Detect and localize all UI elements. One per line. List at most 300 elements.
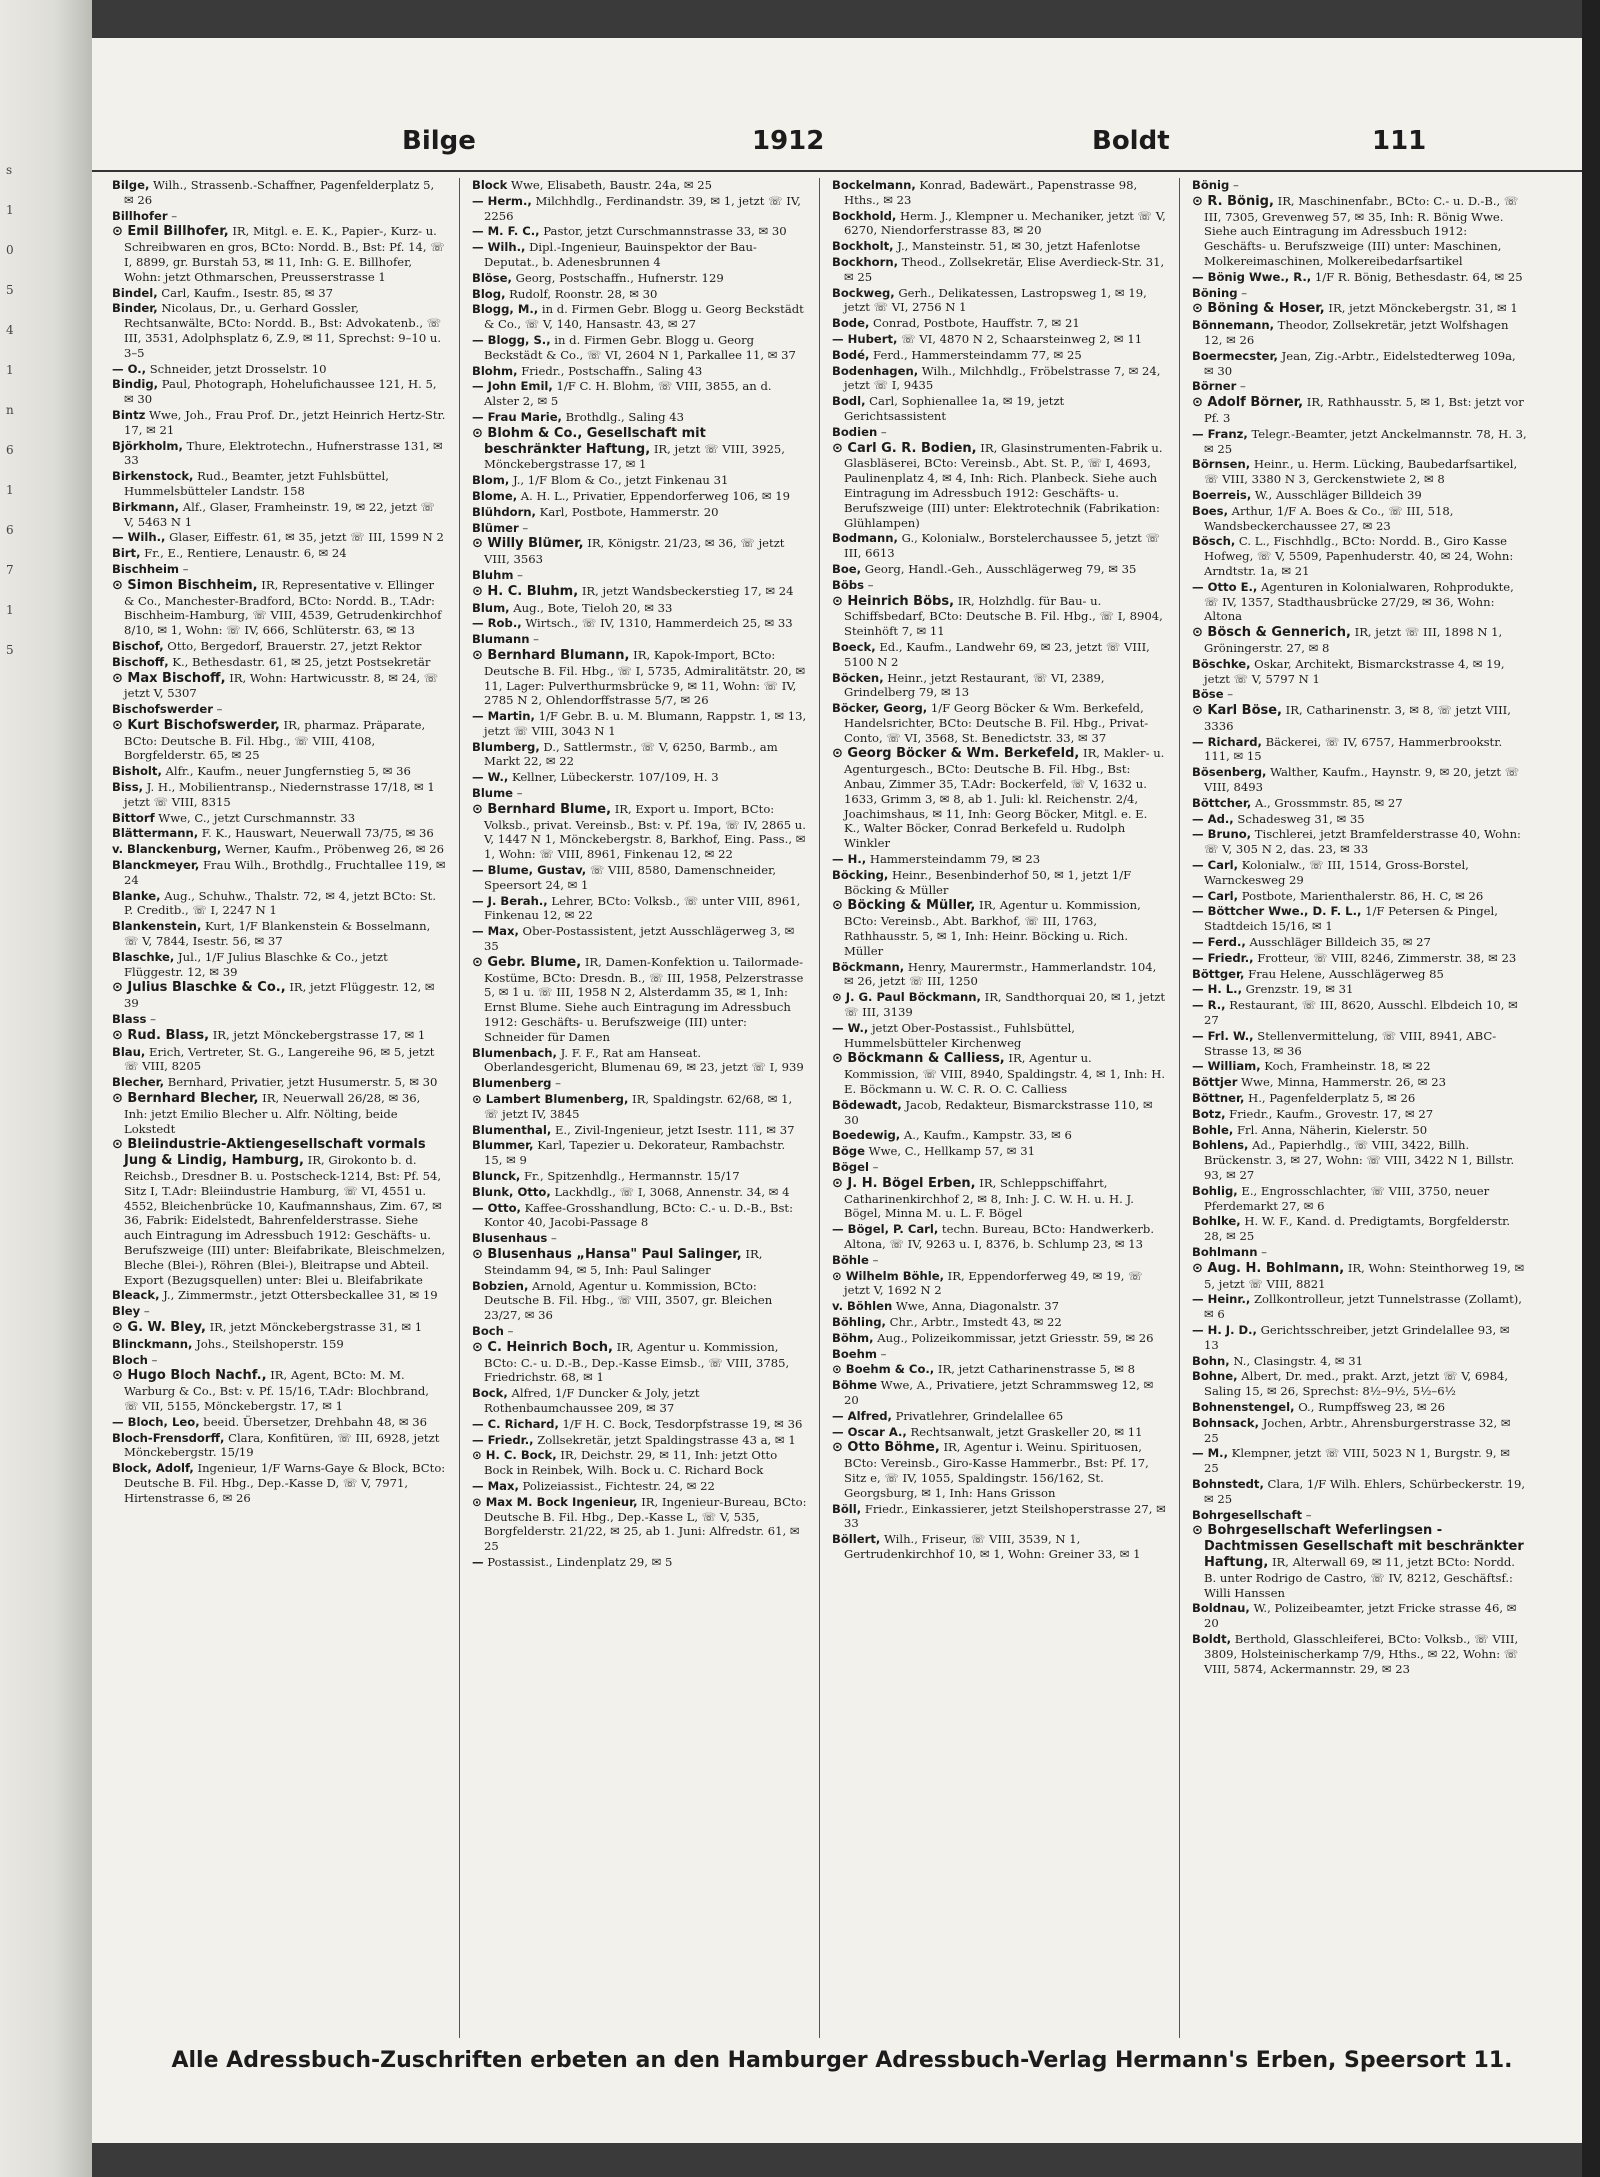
- directory-entry: [112, 655, 447, 670]
- entry-details: Kolonialw., ☏ III, 1514, Gross-Borstel, Warnckesweg 29: [1204, 858, 1469, 887]
- directory-entry: [1192, 1632, 1527, 1676]
- entry-details: Theodor, Zollsekretär, jetzt Wolfshagen 12, ✉ 26: [1204, 318, 1509, 347]
- entry-name: Bögel: [832, 1160, 869, 1174]
- entry-name: ⊙ Blohm & Co., Gesellschaft mit beschränkter Haftung,: [472, 425, 706, 457]
- columns-container: [112, 178, 1557, 2038]
- directory-entry: [832, 1144, 1167, 1159]
- directory-entry: [112, 980, 447, 1011]
- entry-details: Otto, Bergedorf, Brauerstr. 27, jetzt Rektor: [163, 638, 422, 653]
- directory-entry: [112, 1137, 447, 1287]
- entry-name: ⊙ Böning & Hoser,: [1192, 301, 1325, 317]
- section-heading: [832, 1160, 1167, 1175]
- entry-details: IR, Export u. Import, BCto: Volksb., privat. Vereinsb., Bst: v. Pf. 19a, ☏ IV, 2865 u. V, 1447 N 1, Mönckebergstr. 8, Barkhof, Eing. Pass., ✉ 1, Wohn: ☏ VIII, 8961, Finkenau 12, ✉ 22: [484, 801, 806, 862]
- entry-details: Fr., E., Rentiere, Lenaustr. 6, ✉ 24: [140, 546, 347, 561]
- header-rule: [92, 170, 1582, 172]
- directory-entry: [112, 919, 447, 949]
- entry-details: –: [877, 424, 887, 439]
- directory-entry: [1192, 812, 1527, 827]
- directory-entry: [112, 224, 447, 284]
- directory-entry: [472, 924, 807, 954]
- directory-entry: [1192, 858, 1527, 888]
- directory-entry: [1192, 580, 1527, 624]
- entry-details: in d. Firmen Gebr. Blogg u. Georg Beckstädt & Co., ☏ VI, 2604 N 1, Parkallee 11, ✉ 37: [484, 332, 796, 362]
- entry-name: ⊙ Julius Blaschke & Co.,: [112, 980, 286, 996]
- entry-details: IR, Agentur u. Kommission, ☏ VIII, 8940, Spaldingstr. 4, ✉ 1, Inh: H. E. Böckmann u. W. C. R. O. C. Calliess: [844, 1051, 1166, 1097]
- section-heading: [832, 425, 1167, 440]
- entry-details: Frl. Anna, Näherin, Kielerstr. 50: [1233, 1122, 1428, 1137]
- directory-entry: [112, 301, 447, 360]
- entry-details: W., Polizeibeamter, jetzt Fricke strasse 46, ✉ 20: [1204, 1601, 1517, 1631]
- directory-entry: [472, 333, 807, 363]
- directory-entry: [832, 255, 1167, 285]
- entry-name: ⊙ Aug. H. Bohlmann,: [1192, 1260, 1345, 1276]
- entry-details: Wwe, Elisabeth, Baustr. 24a, ✉ 25: [507, 178, 712, 192]
- entry-details: Aug., Bote, Tieloh 20, ✉ 33: [509, 600, 673, 615]
- entry-details: Privatlehrer, Grindelallee 65: [891, 1408, 1064, 1423]
- entry-name: ⊙ Emil Billhofer,: [112, 224, 229, 240]
- entry-details: Rechtsanwalt, jetzt Graskeller 20, ✉ 11: [906, 1424, 1143, 1439]
- directory-entry: [1192, 1601, 1527, 1631]
- entry-name: Blome,: [472, 488, 518, 503]
- section-heading: [832, 1253, 1167, 1268]
- binding-mark: 6: [6, 523, 14, 537]
- directory-entry: [472, 740, 807, 770]
- entry-name: Böllert,: [832, 1532, 881, 1547]
- directory-entry: [472, 1123, 807, 1138]
- entry-details: Alf., Glaser, Framheinstr. 19, ✉ 22, jetzt ☏ V, 5463 N 1: [124, 499, 436, 529]
- entry-details: –: [877, 1346, 887, 1361]
- directory-entry: [112, 1368, 447, 1413]
- entry-name: Bohle,: [1192, 1122, 1234, 1137]
- entry-name: Blummer,: [472, 1138, 534, 1153]
- entry-name: ⊙ Otto Böhme,: [832, 1440, 940, 1456]
- directory-entry: [832, 1176, 1167, 1221]
- directory-entry: [472, 287, 807, 302]
- directory-entry: [1192, 1107, 1527, 1122]
- entry-name: Boe,: [832, 561, 862, 576]
- directory-entry: [1192, 1123, 1527, 1138]
- entry-details: IR, Ingenieur-Bureau, BCto: Deutsche B. Fil. Hbg., Dep.-Kasse L, ☏ V, 535, Borgfelderstr. 21/22, ✉ 25, ab 1. Juni: Alfredstr. 61, ✉ 25: [484, 1494, 807, 1554]
- entry-details: Jacob, Redakteur, Bismarckstrasse 110, ✉ 30: [844, 1097, 1153, 1127]
- section-heading: [112, 702, 447, 717]
- binding-mark: 1: [6, 483, 14, 497]
- entry-details: Clara, 1/F Wilh. Ehlers, Schürbeckerstr. 19, ✉ 25: [1204, 1476, 1526, 1506]
- entry-details: Telegr.-Beamter, jetzt Anckelmannstr. 78, H. 3, ✉ 25: [1204, 426, 1527, 456]
- entry-name: Böge: [832, 1144, 865, 1159]
- entry-details: IR, Rathhausstr. 5, ✉ 1, Bst: jetzt vor Pf. 3: [1204, 395, 1524, 425]
- directory-entry: [112, 889, 447, 919]
- entry-details: Aug., Schuhw., Thalstr. 72, ✉ 4, jetzt BCto: St. P. Creditb., ☏ I, 2247 N 1: [124, 888, 437, 918]
- directory-entry: [832, 898, 1167, 958]
- entry-name: — Hubert,: [832, 331, 898, 346]
- entry-details: beeid. Übersetzer, Drehbahn 48, ✉ 36: [199, 1414, 427, 1429]
- entry-name: Blättermann,: [112, 826, 199, 841]
- entry-name: — H. L.,: [1192, 982, 1242, 997]
- directory-entry: [1192, 796, 1527, 811]
- entry-name: — Carl,: [1192, 858, 1239, 873]
- entry-name: Böttner,: [1192, 1091, 1245, 1106]
- directory-entry: [832, 441, 1167, 531]
- entry-name: Böhm,: [832, 1330, 874, 1345]
- entry-name: Böckmann,: [832, 959, 905, 974]
- directory-entry: [1192, 889, 1527, 904]
- entry-details: Wwe, A., Privatiere, jetzt Schrammsweg 12, ✉ 20: [844, 1378, 1154, 1407]
- entry-details: Alfr., Kaufm., neuer Jungfernstieg 5, ✉ 36: [161, 764, 411, 779]
- entry-details: Rud., Beamter, jetzt Fuhlsbüttel, Hummelsbütteler Landstr. 158: [124, 469, 389, 498]
- entry-details: IR, Wohn: Hartwicusstr. 8, ✉ 24, ☏ jetzt V, 5307: [124, 670, 439, 701]
- entry-details: Pastor, jetzt Curschmannstrasse 33, ✉ 30: [539, 224, 787, 239]
- entry-name: Bindel,: [112, 285, 158, 300]
- entry-name: Blau,: [112, 1044, 146, 1059]
- entry-name: ⊙ H. C. Bock,: [472, 1448, 557, 1463]
- directory-entry: [472, 1092, 807, 1122]
- directory-entry: [1192, 1184, 1527, 1214]
- entry-name: Bode,: [832, 316, 870, 331]
- entry-name: Börner: [1192, 379, 1237, 394]
- entry-details: Lackhdlg., ☏ I, 3068, Annenstr. 34, ✉ 4: [550, 1184, 790, 1199]
- entry-details: –: [868, 1252, 879, 1267]
- directory-entry: [1192, 1091, 1527, 1106]
- entry-name: — W.,: [472, 770, 509, 785]
- entry-details: Ausschläger Billdeich 35, ✉ 27: [1245, 935, 1431, 950]
- entry-name: Blanckmeyer,: [112, 858, 200, 873]
- entry-details: IR, jetzt Catharinenstrasse 5, ✉ 8: [934, 1362, 1136, 1377]
- directory-entry: [112, 1337, 447, 1352]
- directory-entry: [832, 316, 1167, 331]
- entry-name: Blinckmann,: [112, 1336, 193, 1351]
- entry-name: Binder,: [112, 301, 158, 316]
- entry-name: Böttjer: [1192, 1075, 1238, 1090]
- entry-name: Bluhm: [472, 567, 514, 582]
- entry-details: Wwe, Joh., Frau Prof. Dr., jetzt Heinrich Hertz-Str. 17, ✉ 21: [124, 407, 446, 437]
- entry-name: Bohnenstengel,: [1192, 1399, 1295, 1414]
- entry-details: IR, Representative v. Ellinger & Co., Manchester-Bradford, BCto: Nordd. B., T.Adr: Bischheim-Hamburg, ☏ VIII, 4539, Getrudenkirchhof 8/10, ✉ 1, Wohn: ☏ IV, 666, Schlüterstr. 63, ✉ 13: [124, 577, 442, 638]
- entry-name: Birkenstock,: [112, 469, 194, 484]
- entry-details: Heinr., u. Herm. Lücking, Baubedarfsartikel, ☏ VIII, 3380 N 3, Gerckenstwiete 2, ✉ 8: [1204, 457, 1518, 487]
- entry-name: Boermecster,: [1192, 348, 1278, 363]
- entry-name: — Ferd.,: [1192, 935, 1246, 950]
- directory-entry: [832, 531, 1167, 561]
- directory-entry: [472, 302, 807, 332]
- entry-name: Blumenberg: [472, 1076, 552, 1091]
- section-heading: [1192, 178, 1527, 193]
- entry-details: –: [868, 1160, 879, 1174]
- section-heading: [1192, 379, 1527, 394]
- entry-details: IR, Maschinenfabr., BCto: C.- u. D.-B., ☏ III, 7305, Grevenweg 57, ✉ 35, Inh: R. Bönig Wwe. Siehe auch Eintragung im Adressbuch 1912: Geschäfts- u. Berufszweige (III) unter: Maschinen, Molkereimaschinen, Molkereibedarfsartikel: [1204, 193, 1519, 268]
- entry-details: Stellenvermittelung, ☏ VIII, 8941, ABC-Strasse 13, ✉ 36: [1204, 1028, 1497, 1058]
- directory-entry: [832, 1502, 1167, 1532]
- entry-details: Jean, Zig.-Arbtr., Eidelstedterweg 109a, ✉ 30: [1204, 348, 1516, 378]
- entry-details: –: [1229, 178, 1239, 192]
- entry-name: Bodmann,: [832, 531, 898, 546]
- directory-entry: [832, 1098, 1167, 1128]
- directory-entry: [472, 1138, 807, 1168]
- entry-name: Block, Adolf,: [112, 1461, 194, 1476]
- entry-name: Blühdorn,: [472, 504, 536, 519]
- entry-name: — Otto,: [472, 1200, 521, 1215]
- entry-details: –: [518, 520, 529, 535]
- entry-details: –: [529, 632, 539, 647]
- entry-details: Koch, Framheinstr. 18, ✉ 22: [1260, 1059, 1431, 1074]
- directory-entry: [472, 1417, 807, 1432]
- entry-name: Böhle: [832, 1252, 869, 1267]
- entry-name: Blohm,: [472, 363, 518, 378]
- section-heading: [112, 209, 447, 224]
- entry-details: O., Rumpffsweg 23, ✉ 26: [1294, 1399, 1446, 1414]
- entry-details: IR, jetzt Mönckebergstr. 31, ✉ 1: [1324, 301, 1518, 316]
- directory-entry: [112, 500, 447, 530]
- directory-entry: [1192, 657, 1527, 687]
- entry-name: Boeck,: [832, 639, 876, 654]
- header-first-entry: Bilge: [402, 126, 476, 156]
- entry-name: Blaschke,: [112, 949, 175, 964]
- entry-name: — Blume, Gustav,: [472, 863, 587, 878]
- entry-name: ⊙ Kurt Bischofswerder,: [112, 717, 280, 733]
- column-4: [1192, 178, 1527, 2038]
- entry-name: — Blogg, S.,: [472, 332, 551, 347]
- entry-name: Boldnau,: [1192, 1601, 1250, 1616]
- entry-name: Böse: [1192, 687, 1224, 702]
- directory-entry: [112, 1091, 447, 1136]
- entry-details: IR, Eppendorferweg 49, ✉ 19, ☏ jetzt V, 1692 N 2: [844, 1268, 1143, 1298]
- entry-details: J., Mansteinstr. 51, ✉ 30, jetzt Hafenlotse: [893, 239, 1141, 254]
- directory-entry: [472, 1448, 807, 1478]
- entry-details: Wilh., Strassenb.-Schaffner, Pagenfelderplatz 5, ✉ 26: [124, 178, 435, 207]
- entry-name: Boehm: [832, 1346, 877, 1361]
- entry-name: Bisholt,: [112, 764, 162, 779]
- entry-details: Alfred, 1/F Duncker & Joly, jetzt Rothenbaumchaussee 209, ✉ 37: [484, 1386, 700, 1415]
- directory-entry: [112, 671, 447, 702]
- directory-entry: [832, 990, 1167, 1020]
- entry-name: Bohn,: [1192, 1353, 1230, 1368]
- entry-name: Bockweg,: [832, 285, 895, 300]
- entry-details: Dipl.-Ingenieur, Bauinspektor der Bau-Deputat., b. Adenesbrunnen 4: [484, 240, 757, 269]
- entry-details: Conrad, Postbote, Hauffstr. 7, ✉ 21: [869, 316, 1080, 331]
- entry-name: Blumenthal,: [472, 1122, 552, 1137]
- entry-details: IR, Girokonto b. d. Reichsb., Dresdner B. u. Postscheck-1214, Bst: Pf. 54, Sitz I, T.Adr: Bleiindustrie Hamburg, ☏ VI, 4551 u. 4552, Bleichenbrücke 10, Kaufmannshaus, Zim. 67, ✉ 36, Fabrik: Eidelstedt, Bahrenfelderstrasse. Siehe auch Eintragung im Adressbuch 1912: Geschäfts- u. Berufszweige (III) unter: Bleifabrikate, Bleischmelzen, Bleche (Blei-), Röhren (Blei-), Bleitrapse und Abteil. Export (Bezugsquellen) unter: Blei u. Bleifabrikate: [124, 1153, 446, 1287]
- entry-details: Ferd., Hammersteindamm 77, ✉ 25: [869, 347, 1082, 362]
- directory-entry: [1192, 534, 1527, 578]
- directory-entry: [1192, 427, 1527, 457]
- entry-name: ⊙ Bohrgesellschaft Weferlingsen - Dachtmissen Gesellschaft mit beschränkter Haftung,: [1192, 1523, 1524, 1570]
- column-3: [832, 178, 1167, 2038]
- entry-details: Schneider, jetzt Drosselstr. 10: [146, 361, 327, 376]
- entry-details: Paul, Photograph, Hohelufichaussee 121, H. 5, ✉ 30: [124, 377, 437, 407]
- entry-name: Bodé,: [832, 347, 870, 362]
- entry-name: Bley: [112, 1304, 141, 1319]
- entry-name: ⊙ Bernhard Blecher,: [112, 1091, 259, 1107]
- entry-details: Gerichtsschreiber, jetzt Grindelallee 93, ✉ 13: [1204, 1322, 1510, 1352]
- entry-details: –: [513, 786, 523, 801]
- entry-details: –: [503, 1323, 514, 1338]
- entry-details: Ad., Papierhdlg., ☏ VIII, 3422, Billh. Brückenstr. 3, ✉ 27, Wohn: ☏ VIII, 3422 N 1, Billstr. 93, ✉ 27: [1204, 1138, 1515, 1182]
- entry-name: — Carl,: [1192, 888, 1239, 903]
- entry-name: — M.,: [1192, 1446, 1228, 1461]
- entry-name: — Friedr.,: [1192, 950, 1254, 965]
- entry-details: Wwe, Minna, Hammerstr. 26, ✉ 23: [1237, 1075, 1446, 1090]
- entry-name: ⊙ Adolf Börner,: [1192, 395, 1304, 411]
- entry-details: Postbote, Marienthalerstr. 86, H. C, ✉ 26: [1238, 888, 1484, 903]
- entry-name: Bodien: [832, 424, 878, 439]
- column-2: [472, 178, 807, 2038]
- entry-details: H. W. F., Kand. d. Predigtamts, Borgfelderstr. 28, ✉ 25: [1204, 1214, 1511, 1244]
- entry-name: ⊙ Karl Böse,: [1192, 703, 1282, 719]
- entry-name: — Bögel, P. Carl,: [832, 1222, 939, 1237]
- entry-details: Milchhdlg., Ferdinandstr. 39, ✉ 1, jetzt ☏ IV, 2256: [484, 193, 801, 223]
- entry-name: Böschke,: [1192, 656, 1251, 671]
- directory-entry: [112, 718, 447, 763]
- entry-details: Wilh., Milchhdlg., Fröbelstrasse 7, ✉ 24, jetzt ☏ I, 9435: [844, 363, 1161, 393]
- entry-details: 1/F R. Bönig, Bethesdastr. 64, ✉ 25: [1311, 269, 1523, 284]
- entry-details: IR, Alterwall 69, ✉ 11, jetzt BCto: Nordd. B. unter Rodrigo de Castro, ☏ IV, 8212, Geschäftsf.: Willi Hanssen: [1204, 1554, 1515, 1600]
- entry-details: IR, jetzt Wandsbeckerstieg 17, ✉ 24: [578, 583, 794, 598]
- entry-details: IR, Agent, BCto: M. M. Warburg & Co., Bst: v. Pf. 15/16, T.Adr: Blochbrand, ☏ VII, 5155, Mönckebergstr. 17, ✉ 1: [124, 1368, 429, 1413]
- entry-details: IR, Glasinstrumenten-Fabrik u. Glasbläserei, BCto: Vereinsb., Abt. St. P., ☏ I, 4693, Paulinenplatz 4, ✉ 4, Inh: Rich. Planbeck. Siehe auch Eintragung im Adressbuch 1912: Geschäfts- u. Berufszweige (III) unter: Elektrotechnik (Fabrikation: Glühlampen): [844, 440, 1163, 530]
- entry-details: Arnold, Agentur u. Kommission, BCto: Deutsche B. Fil. Hbg., ☏ VIII, 3507, gr. Bleichen 23/27, ✉ 36: [484, 1278, 773, 1323]
- entry-name: ⊙ G. W. Bley,: [112, 1319, 206, 1335]
- entry-details: Bäckerei, ☏ IV, 6757, Hammerbrookstr. 111, ✉ 15: [1204, 734, 1503, 764]
- entry-details: IR, Catharinenstr. 3, ✉ 8, ☏ jetzt VIII, 3336: [1204, 703, 1511, 733]
- entry-details: J. F. F., Rat am Hanseat. Oberlandesgericht, Blumenau 69, ✉ 23, jetzt ☏ I, 939: [484, 1045, 804, 1075]
- directory-entry: [1192, 318, 1527, 348]
- entry-name: Böhling,: [832, 1314, 886, 1329]
- directory-entry: [112, 408, 447, 438]
- entry-details: Friedr., Einkassierer, jetzt Steilshoperstrasse 27, ✉ 33: [844, 1501, 1166, 1531]
- directory-entry: [472, 1169, 807, 1184]
- entry-name: v. Blanckenburg,: [112, 842, 222, 857]
- entry-name: — Bloch, Leo,: [112, 1414, 200, 1429]
- directory-entry: [472, 1340, 807, 1385]
- entry-details: Glaser, Eiffestr. 61, ✉ 35, jetzt ☏ III, 1599 N 2: [165, 530, 444, 545]
- entry-details: IR, Agentur i. Weinu. Spirituosen, BCto: Vereinsb., Giro-Kasse Hammerbr., Bst: Pf. 17, Sitz e, ☏ IV, 1055, Spaldingstr. 156/162, St. Georgsburg, ✉ 1, Inh: Hans Grisson: [844, 1440, 1149, 1500]
- binding-mark: 5: [6, 643, 14, 657]
- entry-details: –: [1223, 687, 1234, 702]
- entry-name: Böcken,: [832, 670, 884, 685]
- directory-entry: [472, 1279, 807, 1323]
- section-heading: [472, 568, 807, 583]
- entry-details: Wwe, C., jetzt Curschmannstr. 33: [154, 810, 356, 825]
- entry-details: Tischlerei, jetzt Bramfelderstrasse 40, Wohn: ☏ V, 305 N 2, das. 23, ✉ 33: [1204, 827, 1521, 857]
- entry-name: ⊙ J. G. Paul Böckmann,: [832, 990, 981, 1005]
- directory-entry: [1192, 1400, 1527, 1415]
- directory-entry: [112, 546, 447, 561]
- entry-name: Bockhold,: [832, 208, 897, 223]
- entry-details: –: [1237, 285, 1248, 300]
- entry-name: — Frau Marie,: [472, 409, 562, 424]
- entry-name: Bohne,: [1192, 1369, 1238, 1384]
- entry-name: Bohlig,: [1192, 1183, 1238, 1198]
- entry-details: Konrad, Badewärt., Papenstrasse 98, Hths., ✉ 23: [844, 178, 1138, 207]
- entry-name: Blog,: [472, 286, 506, 301]
- entry-name: ⊙ Hugo Bloch Nachf.,: [112, 1368, 267, 1384]
- entry-name: Bischheim: [112, 561, 180, 576]
- directory-entry: [472, 894, 807, 924]
- entry-name: ⊙ Bleiindustrie-Aktiengesellschaft vormals Jung & Lindig, Hamburg,: [112, 1137, 426, 1169]
- directory-entry: [1192, 457, 1527, 487]
- entry-details: Ed., Kaufm., Landwehr 69, ✉ 23, jetzt ☏ VIII, 5100 N 2: [844, 639, 1150, 669]
- entry-details: Heinr., jetzt Restaurant, ☏ VI, 2389, Grindelberg 79, ✉ 13: [844, 670, 1105, 700]
- entry-name: Bönnemann,: [1192, 318, 1274, 333]
- entry-name: —: [472, 1554, 484, 1569]
- entry-name: Boedewig,: [832, 1128, 901, 1143]
- entry-name: ⊙ Bernhard Blumann,: [472, 647, 630, 663]
- entry-details: Berthold, Glasschleiferei, BCto: Volksb., ☏ VIII, 3809, Holsteinischerkamp 7/9, Hths., ✉ 22, Wohn: ☏ VIII, 5874, Ackermannstr. 29, ✉ 23: [1204, 1631, 1519, 1676]
- entry-details: Ingenieur, 1/F Warns-Gaye & Block, BCto: Deutsche B. Fil. Hbg., Dep.-Kasse D, ☏ V, 7971, Hirtenstrasse 6, ✉ 26: [124, 1461, 446, 1505]
- section-heading: [832, 578, 1167, 593]
- entry-details: Heinr., Besenbinderhof 50, ✉ 1, jetzt 1/F Böcking & Müller: [844, 867, 1132, 897]
- entry-name: — Martin,: [472, 709, 535, 724]
- directory-entry: [472, 1247, 807, 1278]
- entry-details: ☏ VI, 4870 N 2, Schaarsteinweg 2, ✉ 11: [897, 331, 1143, 346]
- entry-details: Kellner, Lübeckerstr. 107/109, H. 3: [508, 770, 719, 785]
- entry-details: A. H. L., Privatier, Eppendorferweg 106, ✉ 19: [517, 488, 790, 503]
- entry-name: Blöse,: [472, 270, 512, 285]
- directory-entry: [832, 332, 1167, 347]
- entry-name: Boch: [472, 1323, 504, 1338]
- directory-entry: [112, 826, 447, 841]
- entry-name: ⊙ Bösch & Gennerich,: [1192, 625, 1351, 641]
- entry-details: IR, Spaldingstr. 62/68, ✉ 1, ☏ jetzt IV, 3845: [484, 1092, 793, 1121]
- entry-name: Bittorf: [112, 810, 155, 825]
- entry-details: –: [1257, 1244, 1267, 1259]
- directory-entry: [472, 426, 807, 472]
- entry-name: ⊙ Max Bischoff,: [112, 670, 226, 686]
- directory-entry: [112, 439, 447, 469]
- column-divider: [459, 178, 460, 2038]
- directory-entry: [472, 1495, 807, 1554]
- entry-name: Bohrgesellschaft: [1192, 1507, 1303, 1522]
- directory-entry: [112, 764, 447, 779]
- directory-entry: [112, 842, 447, 857]
- entry-name: Blanke,: [112, 888, 161, 903]
- directory-entry: [472, 1046, 807, 1076]
- entry-name: ⊙ C. Heinrich Boch,: [472, 1339, 613, 1355]
- directory-entry: [832, 1051, 1167, 1096]
- entry-name: Bindig,: [112, 377, 159, 392]
- directory-entry: [112, 530, 447, 545]
- column-divider: [819, 178, 820, 2038]
- directory-entry: [832, 594, 1167, 639]
- directory-entry: [832, 852, 1167, 867]
- directory-entry: [1192, 967, 1527, 982]
- binding-mark: n: [6, 403, 14, 417]
- directory-entry: [1192, 1075, 1527, 1090]
- entry-name: — Max,: [472, 1478, 519, 1493]
- entry-details: Gerh., Delikatessen, Lastropsweg 1, ✉ 19, jetzt ☏ VI, 2756 N 1: [844, 285, 1147, 315]
- entry-details: IR, Mitgl. e. E. K., Papier-, Kurz- u. Schreibwaren en gros, BCto: Nordd. B., Bst: Pf. 14, ☏ I, 8899, gr. Burstah 53, ✉ 11, Inh: G. E. Billhofer, Wohn: jetzt Othmarschen, Preusserstrasse 1: [124, 224, 445, 284]
- entry-details: Karl, Postbote, Hammerstr. 20: [535, 504, 719, 519]
- directory-entry: [112, 780, 447, 810]
- entry-name: Bönig: [1192, 178, 1230, 192]
- entry-name: Blusenhaus: [472, 1231, 548, 1246]
- entry-details: 1/F H. C. Bock, Tesdorpfstrasse 19, ✉ 36: [558, 1416, 803, 1431]
- entry-name: Böll,: [832, 1501, 862, 1516]
- directory-entry: [832, 640, 1167, 670]
- directory-entry: [1192, 1138, 1527, 1182]
- binding-mark: s: [6, 163, 13, 177]
- entry-name: Bohlke,: [1192, 1214, 1241, 1229]
- section-heading: [472, 1231, 807, 1246]
- entry-name: Boes,: [1192, 503, 1228, 518]
- entry-details: Arthur, 1/F A. Boes & Co., ☏ III, 518, Wandsbeckerchaussee 27, ✉ 23: [1204, 503, 1454, 533]
- directory-entry: [1192, 1261, 1527, 1292]
- entry-details: Carl, Sophienallee 1a, ✉ 19, jetzt Gerichtsassistent: [844, 394, 1065, 423]
- entry-name: Birt,: [112, 546, 141, 561]
- directory-entry: [832, 1222, 1167, 1252]
- entry-name: ⊙ Lambert Blumenberg,: [472, 1092, 629, 1107]
- directory-entry: [832, 701, 1167, 745]
- directory-entry: [472, 863, 807, 893]
